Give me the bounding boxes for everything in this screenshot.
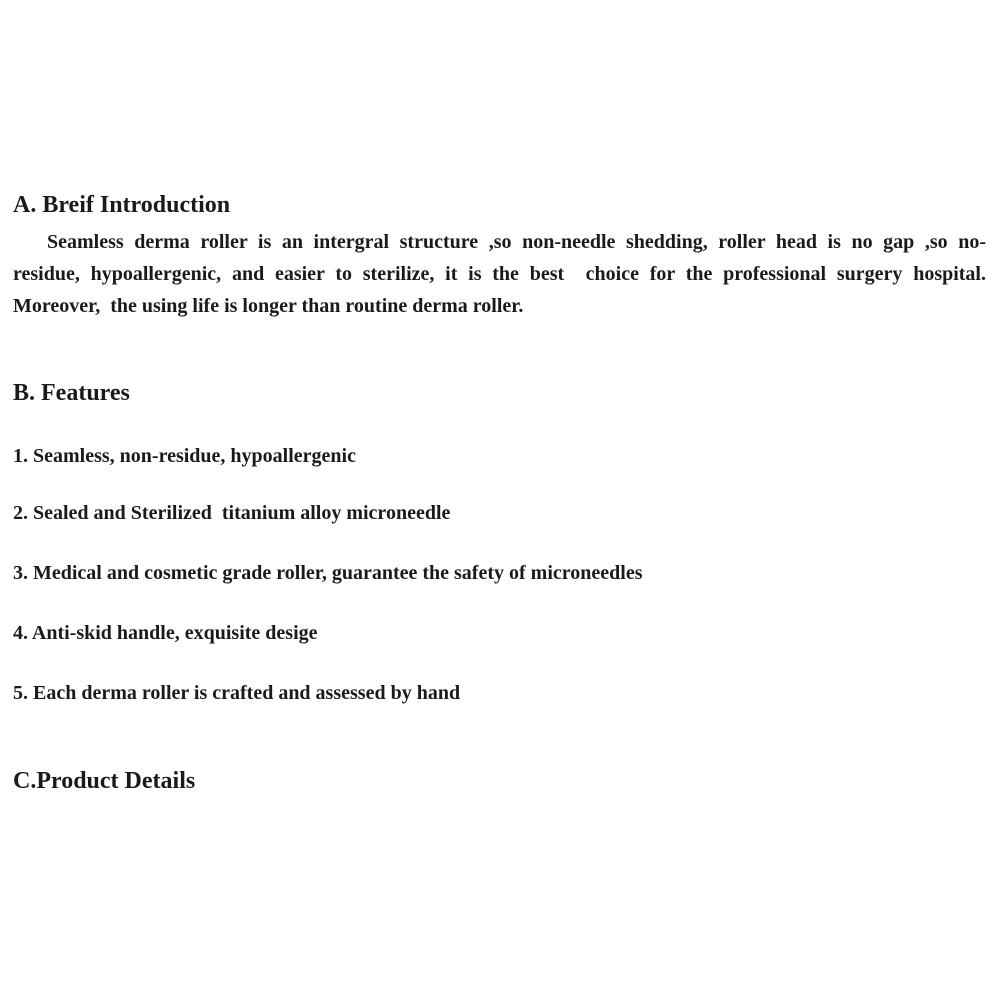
features-heading: B. Features	[13, 380, 130, 406]
product-details-heading: C.Product Details	[13, 768, 196, 794]
feature-item-5: 5. Each derma roller is crafted and assessed by hand	[13, 682, 461, 704]
feature-item-1: 1. Seamless, non-residue, hypoallergenic	[13, 445, 356, 467]
feature-item-3: 3. Medical and cosmetic grade roller, guarantee the safety of microneedles	[13, 562, 643, 584]
intro-paragraph-line-2: residue, hypoallergenic, and easier to sterilize, it is the best choice for the professional surgery hospital.	[13, 263, 986, 285]
feature-item-2: 2. Sealed and Sterilized titanium alloy microneedle	[13, 502, 451, 524]
feature-item-4: 4. Anti-skid handle, exquisite desige	[13, 622, 318, 644]
brief-introduction-heading: A. Breif Introduction	[13, 192, 231, 218]
intro-paragraph-line-1: Seamless derma roller is an intergral structure ,so non-needle shedding, roller head is no gap ,so no-	[47, 231, 986, 253]
intro-paragraph-line-3: Moreover, the using life is longer than routine derma roller.	[13, 295, 524, 317]
